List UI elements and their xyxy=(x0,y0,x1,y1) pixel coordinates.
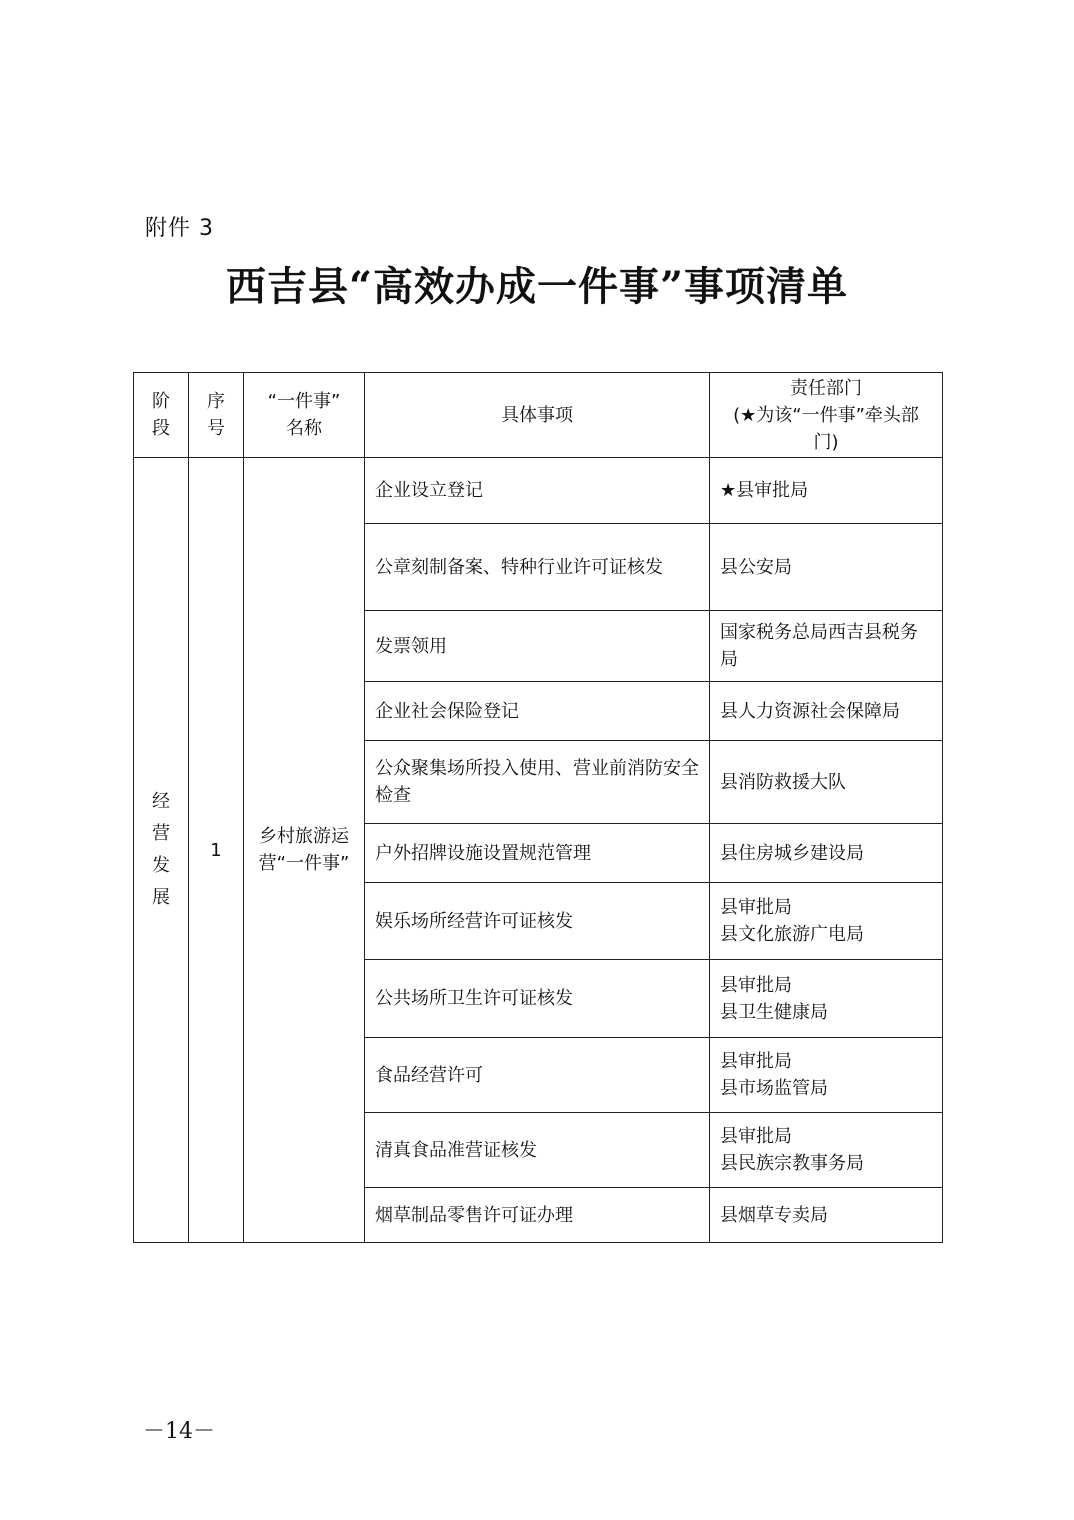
page-number: －14－ xyxy=(143,1419,215,1444)
dept-cell xyxy=(710,682,943,741)
dept-text: 县文化旅游广电局 xyxy=(720,924,864,945)
item-text: 企业设立登记 xyxy=(375,480,483,501)
header-stage-text: 阶 段 xyxy=(152,391,170,439)
item-cell xyxy=(365,682,710,741)
item-cell xyxy=(365,458,710,524)
dept-cell xyxy=(710,524,943,611)
dept-text: ★县审批局 xyxy=(720,480,809,501)
dept-text: 县人力资源社会保障局 xyxy=(720,700,900,722)
item-cell xyxy=(365,1113,710,1188)
items-table xyxy=(133,372,943,1243)
header-name-text: “一件事” 名称 xyxy=(267,391,341,439)
dept-cell xyxy=(710,611,943,682)
dept-text: 县审批局 xyxy=(720,974,792,996)
dept-cell xyxy=(710,883,943,960)
dept-cell xyxy=(710,960,943,1038)
item-cell xyxy=(365,960,710,1038)
dept-text: 县公安局 xyxy=(720,556,792,578)
item-text: 公共场所卫生许可证核发 xyxy=(375,988,573,1009)
event-name-cell xyxy=(244,458,365,1243)
table-header-row xyxy=(134,373,943,458)
item-cell xyxy=(365,1038,710,1113)
dept-text: 县民族宗教事务局 xyxy=(720,1153,864,1174)
item-cell xyxy=(365,611,710,682)
item-cell xyxy=(365,1188,710,1243)
dept-text: 县住房城乡建设局 xyxy=(720,842,864,864)
dept-cell xyxy=(710,458,943,524)
header-seq-text: 序 号 xyxy=(207,391,225,439)
dept-text: 县烟草专卖局 xyxy=(720,1204,828,1226)
dept-cell xyxy=(710,741,943,824)
document-title: 西吉县“高效办成一件事”事项清单 xyxy=(225,263,848,310)
item-text: 企业社会保险登记 xyxy=(375,700,519,722)
seq-cell xyxy=(189,458,244,1243)
header-dept xyxy=(710,373,943,458)
item-cell xyxy=(365,741,710,824)
dept-cell xyxy=(710,1188,943,1243)
item-text: 公章刻制备案、特种行业许可证核发 xyxy=(375,556,663,578)
dept-text: 县审批局 xyxy=(720,1051,792,1072)
header-item-text: 具体事项 xyxy=(501,404,573,426)
header-seq xyxy=(189,373,244,458)
dept-text: 国家税务总局西吉县税务局 xyxy=(720,622,918,670)
event-name-text: 乡村旅游运 营“一件事” xyxy=(258,826,350,874)
item-text: 发票领用 xyxy=(375,635,447,657)
header-item xyxy=(365,373,710,458)
item-cell xyxy=(365,524,710,611)
header-name xyxy=(244,373,365,458)
dept-text: 县审批局 xyxy=(720,1126,792,1147)
item-text: 食品经营许可 xyxy=(375,1064,483,1086)
header-stage xyxy=(134,373,189,458)
item-cell xyxy=(365,824,710,883)
table-row xyxy=(134,458,943,524)
dept-text: 县审批局 xyxy=(720,897,792,918)
attachment-label: 附件 3 xyxy=(145,216,214,241)
stage-text: 经 营 发 展 xyxy=(152,791,170,908)
dept-cell xyxy=(710,1038,943,1113)
dept-text: 县卫生健康局 xyxy=(720,1001,828,1023)
item-cell xyxy=(365,883,710,960)
dept-text: 县消防救援大队 xyxy=(720,771,846,793)
stage-cell xyxy=(134,458,189,1243)
dept-cell xyxy=(710,1113,943,1188)
item-text: 烟草制品零售许可证办理 xyxy=(375,1204,573,1226)
table-body xyxy=(134,458,943,1243)
item-text: 清真食品准营证核发 xyxy=(375,1139,537,1161)
dept-text: 县市场监管局 xyxy=(720,1078,828,1099)
header-dept-text: 责任部门 (★为该“一件事”牵头部 门) xyxy=(733,377,919,453)
item-text: 公众聚集场所投入使用、营业前消防安全检查 xyxy=(375,758,699,806)
dept-cell xyxy=(710,824,943,883)
seq-text: 1 xyxy=(210,839,222,861)
item-text: 户外招牌设施设置规范管理 xyxy=(375,842,591,864)
item-text: 娱乐场所经营许可证核发 xyxy=(375,910,573,932)
